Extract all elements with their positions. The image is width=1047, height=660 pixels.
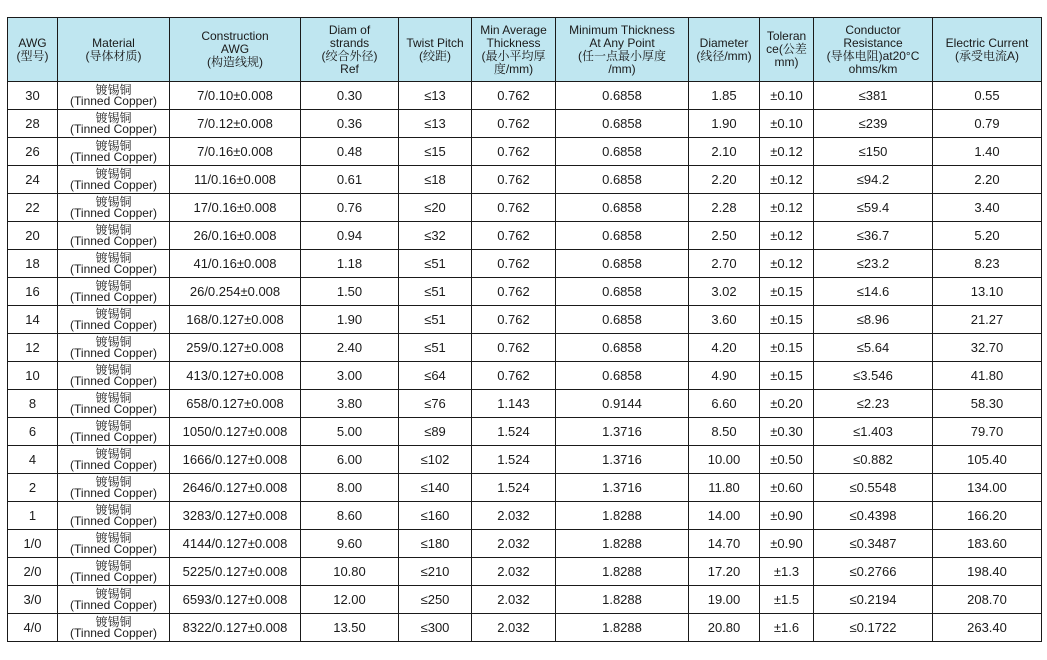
tolerance-cell: ±0.10	[760, 110, 814, 138]
resistance-cell: ≤0.1722	[814, 614, 933, 642]
material-cn-label: 镀锡铜	[95, 586, 132, 601]
min-average-thickness-cell: 1.524	[472, 446, 556, 474]
twist-pitch-cell: ≤140	[399, 474, 472, 502]
header-conductor-resistance: Conductor Resistance (导体电阻)at20°C ohms/km	[814, 18, 933, 82]
twist-pitch-cell: ≤51	[399, 306, 472, 334]
tolerance-cell: ±0.15	[760, 334, 814, 362]
min-average-thickness-cell: 2.032	[472, 530, 556, 558]
min-average-thickness-cell: 0.762	[472, 278, 556, 306]
twist-pitch-cell: ≤15	[399, 138, 472, 166]
tolerance-cell: ±0.15	[760, 278, 814, 306]
diam-strands-cell: 2.40	[301, 334, 399, 362]
diam-strands-cell: 8.00	[301, 474, 399, 502]
material-en-label: (Tinned Copper)	[70, 289, 157, 304]
table-row	[8, 474, 1042, 502]
resistance-cell: ≤1.403	[814, 418, 933, 446]
tolerance-cell: ±0.15	[760, 362, 814, 390]
tolerance-cell: ±0.15	[760, 306, 814, 334]
construction-cell: 41/0.16±0.008	[170, 250, 301, 278]
awg-cell: 1	[8, 502, 58, 530]
twist-pitch-cell: ≤51	[399, 334, 472, 362]
awg-cell: 16	[8, 278, 58, 306]
header-material: Material (导体材质)	[58, 18, 170, 82]
min-thickness-cell: 0.6858	[556, 110, 689, 138]
min-average-thickness-cell: 0.762	[472, 166, 556, 194]
material-cn-label: 镀锡铜	[95, 278, 132, 293]
resistance-cell: ≤3.546	[814, 362, 933, 390]
tolerance-cell: ±0.12	[760, 166, 814, 194]
min-thickness-cell: 0.6858	[556, 138, 689, 166]
current-cell: 105.40	[933, 446, 1042, 474]
construction-cell: 168/0.127±0.008	[170, 306, 301, 334]
diameter-cell: 1.85	[689, 82, 760, 110]
material-en-label: (Tinned Copper)	[70, 233, 157, 248]
resistance-cell: ≤2.23	[814, 390, 933, 418]
material-en-label: (Tinned Copper)	[70, 345, 157, 360]
awg-cell: 12	[8, 334, 58, 362]
header-tolerance: Toleran ce(公差 mm)	[760, 18, 814, 82]
awg-cell: 3/0	[8, 586, 58, 614]
construction-cell: 7/0.12±0.008	[170, 110, 301, 138]
min-thickness-cell: 0.6858	[556, 166, 689, 194]
min-thickness-cell: 0.6858	[556, 250, 689, 278]
awg-cell: 2/0	[8, 558, 58, 586]
current-cell: 198.40	[933, 558, 1042, 586]
material-en-label: (Tinned Copper)	[70, 261, 157, 276]
material-cn-label: 镀锡铜	[95, 110, 132, 125]
resistance-cell: ≤14.6	[814, 278, 933, 306]
awg-cell: 28	[8, 110, 58, 138]
awg-cell: 18	[8, 250, 58, 278]
material-en-label: (Tinned Copper)	[70, 121, 157, 136]
diameter-cell: 4.90	[689, 362, 760, 390]
table-body	[8, 82, 1042, 642]
resistance-cell: ≤0.3487	[814, 530, 933, 558]
construction-cell: 4144/0.127±0.008	[170, 530, 301, 558]
resistance-cell: ≤0.5548	[814, 474, 933, 502]
table-row	[8, 362, 1042, 390]
material-en-label: (Tinned Copper)	[70, 177, 157, 192]
material-cell	[58, 474, 170, 502]
diameter-cell: 14.70	[689, 530, 760, 558]
material-cell	[58, 138, 170, 166]
tolerance-cell: ±0.12	[760, 250, 814, 278]
current-cell: 21.27	[933, 306, 1042, 334]
resistance-cell: ≤0.2766	[814, 558, 933, 586]
construction-cell: 3283/0.127±0.008	[170, 502, 301, 530]
material-cell	[58, 222, 170, 250]
construction-cell: 7/0.10±0.008	[170, 82, 301, 110]
min-average-thickness-cell: 0.762	[472, 110, 556, 138]
current-cell: 32.70	[933, 334, 1042, 362]
material-cell	[58, 194, 170, 222]
diam-strands-cell: 12.00	[301, 586, 399, 614]
min-average-thickness-cell: 0.762	[472, 82, 556, 110]
current-cell: 5.20	[933, 222, 1042, 250]
diameter-cell: 2.28	[689, 194, 760, 222]
min-thickness-cell: 0.9144	[556, 390, 689, 418]
twist-pitch-cell: ≤210	[399, 558, 472, 586]
material-cn-label: 镀锡铜	[95, 194, 132, 209]
table-row	[8, 222, 1042, 250]
awg-cell: 14	[8, 306, 58, 334]
twist-pitch-cell: ≤18	[399, 166, 472, 194]
resistance-cell: ≤94.2	[814, 166, 933, 194]
awg-cell: 10	[8, 362, 58, 390]
tolerance-cell: ±0.10	[760, 82, 814, 110]
tolerance-cell: ±0.30	[760, 418, 814, 446]
construction-cell: 259/0.127±0.008	[170, 334, 301, 362]
tolerance-cell: ±0.90	[760, 502, 814, 530]
material-cn-label: 镀锡铜	[95, 334, 132, 349]
tolerance-cell: ±0.12	[760, 194, 814, 222]
tolerance-cell: ±1.5	[760, 586, 814, 614]
tolerance-cell: ±0.50	[760, 446, 814, 474]
min-average-thickness-cell: 0.762	[472, 138, 556, 166]
material-cell	[58, 166, 170, 194]
material-en-label: (Tinned Copper)	[70, 93, 157, 108]
awg-cell: 20	[8, 222, 58, 250]
construction-cell: 658/0.127±0.008	[170, 390, 301, 418]
table-row	[8, 530, 1042, 558]
current-cell: 41.80	[933, 362, 1042, 390]
current-cell: 166.20	[933, 502, 1042, 530]
header-awg: AWG (型号)	[8, 18, 58, 82]
twist-pitch-cell: ≤300	[399, 614, 472, 642]
material-cn-label: 镀锡铜	[95, 362, 132, 377]
min-thickness-cell: 0.6858	[556, 194, 689, 222]
diameter-cell: 3.60	[689, 306, 760, 334]
min-average-thickness-cell: 1.143	[472, 390, 556, 418]
material-en-label: (Tinned Copper)	[70, 485, 157, 500]
diameter-cell: 6.60	[689, 390, 760, 418]
current-cell: 8.23	[933, 250, 1042, 278]
min-average-thickness-cell: 0.762	[472, 306, 556, 334]
current-cell: 208.70	[933, 586, 1042, 614]
current-cell: 13.10	[933, 278, 1042, 306]
table-row	[8, 502, 1042, 530]
material-cn-label: 镀锡铜	[95, 222, 132, 237]
header-construction: Construction AWG (构造线规)	[170, 18, 301, 82]
min-average-thickness-cell: 2.032	[472, 614, 556, 642]
min-thickness-cell: 1.8288	[556, 614, 689, 642]
twist-pitch-cell: ≤180	[399, 530, 472, 558]
diam-strands-cell: 1.90	[301, 306, 399, 334]
awg-cell: 24	[8, 166, 58, 194]
min-thickness-cell: 1.8288	[556, 586, 689, 614]
twist-pitch-cell: ≤102	[399, 446, 472, 474]
diameter-cell: 20.80	[689, 614, 760, 642]
tolerance-cell: ±0.90	[760, 530, 814, 558]
header-diam-strands: Diam of strands (绞合外径) Ref	[301, 18, 399, 82]
twist-pitch-cell: ≤32	[399, 222, 472, 250]
table-row	[8, 586, 1042, 614]
resistance-cell: ≤0.882	[814, 446, 933, 474]
diam-strands-cell: 1.50	[301, 278, 399, 306]
current-cell: 263.40	[933, 614, 1042, 642]
diam-strands-cell: 0.30	[301, 82, 399, 110]
current-cell: 79.70	[933, 418, 1042, 446]
twist-pitch-cell: ≤51	[399, 278, 472, 306]
material-cell	[58, 362, 170, 390]
material-cn-label: 镀锡铜	[95, 306, 132, 321]
tolerance-cell: ±1.3	[760, 558, 814, 586]
current-cell: 58.30	[933, 390, 1042, 418]
current-cell: 2.20	[933, 166, 1042, 194]
header-row	[8, 18, 1042, 82]
min-average-thickness-cell: 0.762	[472, 222, 556, 250]
diam-strands-cell: 5.00	[301, 418, 399, 446]
twist-pitch-cell: ≤20	[399, 194, 472, 222]
wire-spec-table	[7, 17, 1042, 642]
twist-pitch-cell: ≤64	[399, 362, 472, 390]
material-en-label: (Tinned Copper)	[70, 513, 157, 528]
material-cell	[58, 446, 170, 474]
diam-strands-cell: 0.94	[301, 222, 399, 250]
material-cell	[58, 110, 170, 138]
resistance-cell: ≤150	[814, 138, 933, 166]
material-cn-label: 镀锡铜	[95, 502, 132, 517]
table-row	[8, 82, 1042, 110]
material-cn-label: 镀锡铜	[95, 82, 132, 97]
min-average-thickness-cell: 0.762	[472, 334, 556, 362]
material-cn-label: 镀锡铜	[95, 614, 132, 629]
diameter-cell: 8.50	[689, 418, 760, 446]
material-cell	[58, 502, 170, 530]
material-cn-label: 镀锡铜	[95, 558, 132, 573]
awg-cell: 26	[8, 138, 58, 166]
material-cn-label: 镀锡铜	[95, 250, 132, 265]
material-cell	[58, 278, 170, 306]
min-average-thickness-cell: 1.524	[472, 418, 556, 446]
min-thickness-cell: 1.8288	[556, 502, 689, 530]
diameter-cell: 2.70	[689, 250, 760, 278]
diam-strands-cell: 3.80	[301, 390, 399, 418]
material-cell	[58, 306, 170, 334]
diameter-cell: 17.20	[689, 558, 760, 586]
construction-cell: 1666/0.127±0.008	[170, 446, 301, 474]
material-cn-label: 镀锡铜	[95, 390, 132, 405]
material-en-label: (Tinned Copper)	[70, 457, 157, 472]
current-cell: 0.55	[933, 82, 1042, 110]
construction-cell: 8322/0.127±0.008	[170, 614, 301, 642]
awg-cell: 4	[8, 446, 58, 474]
awg-cell: 22	[8, 194, 58, 222]
material-cell	[58, 390, 170, 418]
diam-strands-cell: 0.36	[301, 110, 399, 138]
diam-strands-cell: 1.18	[301, 250, 399, 278]
resistance-cell: ≤5.64	[814, 334, 933, 362]
header-twist-pitch: Twist Pitch (绞距)	[399, 18, 472, 82]
construction-cell: 26/0.16±0.008	[170, 222, 301, 250]
min-thickness-cell: 0.6858	[556, 278, 689, 306]
awg-cell: 6	[8, 418, 58, 446]
min-thickness-cell: 1.8288	[556, 530, 689, 558]
material-en-label: (Tinned Copper)	[70, 429, 157, 444]
material-cell	[58, 558, 170, 586]
table-row	[8, 278, 1042, 306]
construction-cell: 2646/0.127±0.008	[170, 474, 301, 502]
construction-cell: 26/0.254±0.008	[170, 278, 301, 306]
current-cell: 3.40	[933, 194, 1042, 222]
material-cell	[58, 418, 170, 446]
material-cell	[58, 82, 170, 110]
material-cn-label: 镀锡铜	[95, 418, 132, 433]
material-cn-label: 镀锡铜	[95, 166, 132, 181]
diam-strands-cell: 10.80	[301, 558, 399, 586]
resistance-cell: ≤0.2194	[814, 586, 933, 614]
current-cell: 1.40	[933, 138, 1042, 166]
construction-cell: 413/0.127±0.008	[170, 362, 301, 390]
table-row	[8, 166, 1042, 194]
tolerance-cell: ±0.12	[760, 222, 814, 250]
min-thickness-cell: 1.3716	[556, 446, 689, 474]
material-cell	[58, 250, 170, 278]
diam-strands-cell: 6.00	[301, 446, 399, 474]
min-thickness-cell: 0.6858	[556, 82, 689, 110]
material-en-label: (Tinned Copper)	[70, 625, 157, 640]
material-cell	[58, 614, 170, 642]
material-cell	[58, 530, 170, 558]
awg-cell: 4/0	[8, 614, 58, 642]
diameter-cell: 4.20	[689, 334, 760, 362]
table-row	[8, 390, 1042, 418]
awg-cell: 1/0	[8, 530, 58, 558]
diameter-cell: 11.80	[689, 474, 760, 502]
diam-strands-cell: 0.61	[301, 166, 399, 194]
twist-pitch-cell: ≤13	[399, 82, 472, 110]
min-thickness-cell: 1.8288	[556, 558, 689, 586]
resistance-cell: ≤239	[814, 110, 933, 138]
table-row	[8, 194, 1042, 222]
material-en-label: (Tinned Copper)	[70, 569, 157, 584]
resistance-cell: ≤23.2	[814, 250, 933, 278]
current-cell: 134.00	[933, 474, 1042, 502]
min-thickness-cell: 1.3716	[556, 418, 689, 446]
material-en-label: (Tinned Copper)	[70, 205, 157, 220]
diam-strands-cell: 9.60	[301, 530, 399, 558]
resistance-cell: ≤59.4	[814, 194, 933, 222]
diam-strands-cell: 3.00	[301, 362, 399, 390]
diameter-cell: 19.00	[689, 586, 760, 614]
construction-cell: 6593/0.127±0.008	[170, 586, 301, 614]
twist-pitch-cell: ≤76	[399, 390, 472, 418]
diam-strands-cell: 8.60	[301, 502, 399, 530]
twist-pitch-cell: ≤160	[399, 502, 472, 530]
min-average-thickness-cell: 2.032	[472, 558, 556, 586]
current-cell: 183.60	[933, 530, 1042, 558]
awg-cell: 2	[8, 474, 58, 502]
construction-cell: 17/0.16±0.008	[170, 194, 301, 222]
table-row	[8, 558, 1042, 586]
table-row	[8, 306, 1042, 334]
material-en-label: (Tinned Copper)	[70, 597, 157, 612]
material-cn-label: 镀锡铜	[95, 474, 132, 489]
min-average-thickness-cell: 2.032	[472, 502, 556, 530]
twist-pitch-cell: ≤51	[399, 250, 472, 278]
material-cn-label: 镀锡铜	[95, 530, 132, 545]
diameter-cell: 10.00	[689, 446, 760, 474]
construction-cell: 1050/0.127±0.008	[170, 418, 301, 446]
current-cell: 0.79	[933, 110, 1042, 138]
min-average-thickness-cell: 0.762	[472, 194, 556, 222]
material-en-label: (Tinned Copper)	[70, 149, 157, 164]
diam-strands-cell: 0.76	[301, 194, 399, 222]
header-diameter: Diameter (线径/mm)	[689, 18, 760, 82]
diameter-cell: 1.90	[689, 110, 760, 138]
resistance-cell: ≤8.96	[814, 306, 933, 334]
min-thickness-cell: 0.6858	[556, 334, 689, 362]
awg-cell: 30	[8, 82, 58, 110]
twist-pitch-cell: ≤250	[399, 586, 472, 614]
twist-pitch-cell: ≤89	[399, 418, 472, 446]
diameter-cell: 3.02	[689, 278, 760, 306]
diam-strands-cell: 13.50	[301, 614, 399, 642]
material-cn-label: 镀锡铜	[95, 138, 132, 153]
diameter-cell: 14.00	[689, 502, 760, 530]
material-en-label: (Tinned Copper)	[70, 541, 157, 556]
tolerance-cell: ±0.12	[760, 138, 814, 166]
min-average-thickness-cell: 0.762	[472, 250, 556, 278]
tolerance-cell: ±0.20	[760, 390, 814, 418]
resistance-cell: ≤381	[814, 82, 933, 110]
material-cell	[58, 586, 170, 614]
min-average-thickness-cell: 0.762	[472, 362, 556, 390]
min-thickness-cell: 0.6858	[556, 362, 689, 390]
header-min-thickness-any-point: Minimum Thickness At Any Point (任一点最小厚度 /mm)	[556, 18, 689, 82]
material-en-label: (Tinned Copper)	[70, 373, 157, 388]
resistance-cell: ≤0.4398	[814, 502, 933, 530]
diam-strands-cell: 0.48	[301, 138, 399, 166]
table-row	[8, 138, 1042, 166]
material-cell	[58, 334, 170, 362]
tolerance-cell: ±1.6	[760, 614, 814, 642]
material-en-label: (Tinned Copper)	[70, 401, 157, 416]
material-en-label: (Tinned Copper)	[70, 317, 157, 332]
header-min-average-thickness: Min Average Thickness (最小平均厚 度/mm)	[472, 18, 556, 82]
construction-cell: 11/0.16±0.008	[170, 166, 301, 194]
header-electric-current: Electric Current (承受电流A)	[933, 18, 1042, 82]
min-average-thickness-cell: 2.032	[472, 586, 556, 614]
min-thickness-cell: 0.6858	[556, 222, 689, 250]
table-row	[8, 110, 1042, 138]
awg-cell: 8	[8, 390, 58, 418]
min-average-thickness-cell: 1.524	[472, 474, 556, 502]
min-thickness-cell: 0.6858	[556, 306, 689, 334]
spec-table-container	[7, 17, 1042, 642]
diameter-cell: 2.10	[689, 138, 760, 166]
table-row	[8, 446, 1042, 474]
material-cn-label: 镀锡铜	[95, 446, 132, 461]
table-row	[8, 418, 1042, 446]
tolerance-cell: ±0.60	[760, 474, 814, 502]
table-row	[8, 614, 1042, 642]
construction-cell: 7/0.16±0.008	[170, 138, 301, 166]
resistance-cell: ≤36.7	[814, 222, 933, 250]
twist-pitch-cell: ≤13	[399, 110, 472, 138]
diameter-cell: 2.20	[689, 166, 760, 194]
table-row	[8, 334, 1042, 362]
construction-cell: 5225/0.127±0.008	[170, 558, 301, 586]
table-row	[8, 250, 1042, 278]
diameter-cell: 2.50	[689, 222, 760, 250]
min-thickness-cell: 1.3716	[556, 474, 689, 502]
